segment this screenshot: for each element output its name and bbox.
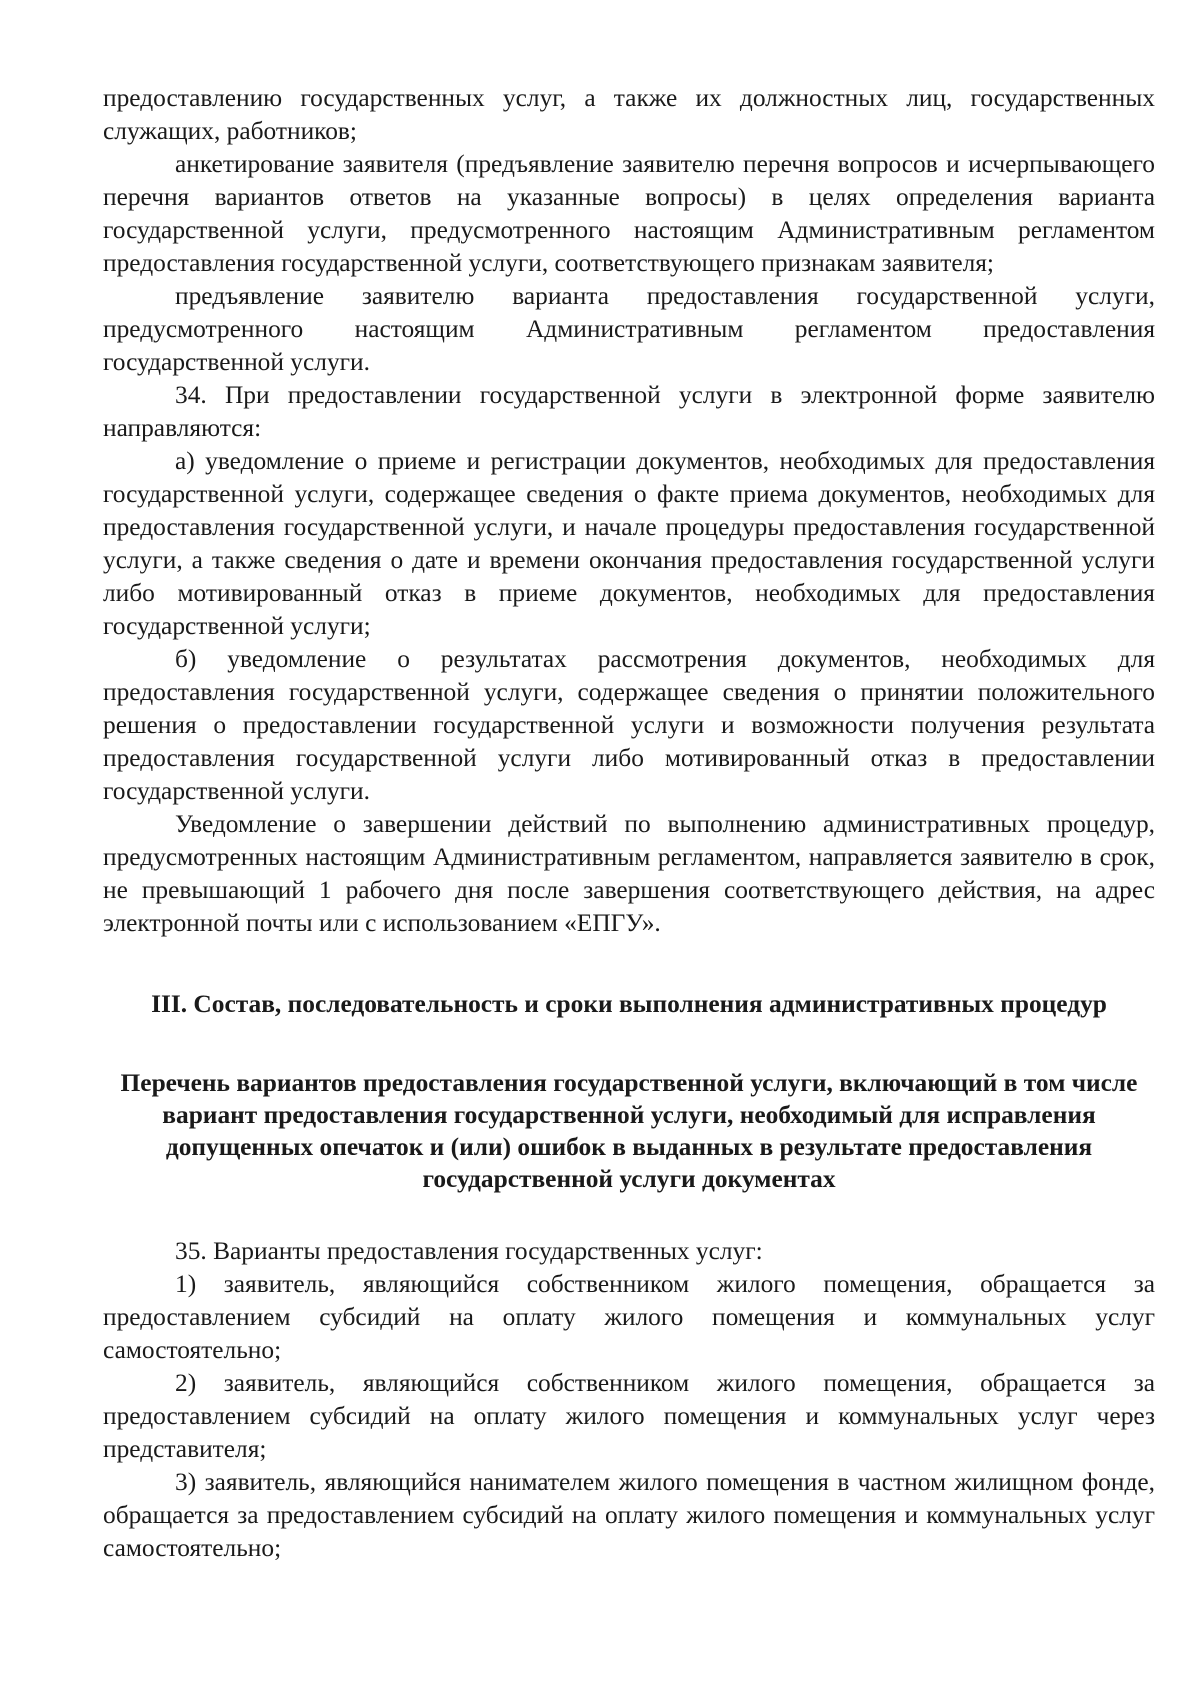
section-heading: III. Состав, последовательность и сроки выполнения административных процедур [151, 990, 1107, 1018]
paragraph-35-3: 3) заявитель, являющийся нанимателем жилого помещения в частном жилищном фонде, обращается за предоставлением субсидий на оплату жилого помещения и коммунальных услуг самостоятельно; [103, 1468, 1155, 1562]
paragraph-continuation: предоставлению государственных услуг, а также их должностных лиц, государственных служащих, работников; [103, 84, 1155, 145]
paragraph-variant-presentation: предъявление заявителю варианта предоставления государственной услуги, предусмотренного настоящим Административным регламентом предоставления государственной услуги. [103, 282, 1155, 376]
paragraph-35-2: 2) заявитель, являющийся собственником жилого помещения, обращается за предоставлением субсидий на оплату жилого помещения и коммунальных услуг через представителя; [103, 1369, 1155, 1463]
paragraph-questionnaire: анкетирование заявителя (предъявление заявителю перечня вопросов и исчерпывающего перечня вариантов ответов на указанные вопросы) в целях определения варианта государственной услуги, предусмотренного настоящим Административным регламентом предоставления государственной услуги, соответствующего признакам заявителя; [103, 150, 1155, 277]
paragraph-34: 34. При предоставлении государственной услуги в электронной форме заявителю направляются: [103, 381, 1155, 442]
paragraph-34a: а) уведомление о приеме и регистрации документов, необходимых для предоставления государственной услуги, содержащее сведения о факте приема документов, необходимых для предоставления государственной услуги, и начале процедуры предоставления государственной услуги, а также сведения о дате и времени окончания предоставления государственной услуги либо мотивированный отказ в приеме документов, необходимых для предоставления государственной услуги; [103, 447, 1155, 640]
document-page [103, 82, 1155, 1565]
paragraph-35: 35. Варианты предоставления государственных услуг: [175, 1237, 763, 1265]
paragraph-notification: Уведомление о завершении действий по выполнению административных процедур, предусмотренных настоящим Административным регламентом, направляется заявителю в срок, не превышающий 1 рабочего дня после завершения соответствующего действия, на адрес электронной почты или с использованием «ЕПГУ». [103, 810, 1155, 937]
paragraph-35-1: 1) заявитель, являющийся собственником жилого помещения, обращается за предоставлением субсидий на оплату жилого помещения и коммунальных услуг самостоятельно; [103, 1270, 1155, 1364]
paragraph-34b: б) уведомление о результатах рассмотрения документов, необходимых для предоставления государственной услуги, содержащее сведения о принятии положительного решения о предоставлении государственной услуги и возможности получения результата предоставления государственной услуги либо мотивированный отказ в предоставлении государственной услуги. [103, 645, 1155, 805]
subsection-heading: Перечень вариантов предоставления государственной услуги, включающий в том числе вариант предоставления государственной услуги, необходимый для исправления допущенных опечаток и (или) ошибок в выданных в результате предоставления государственной услуги документах [120, 1069, 1138, 1193]
